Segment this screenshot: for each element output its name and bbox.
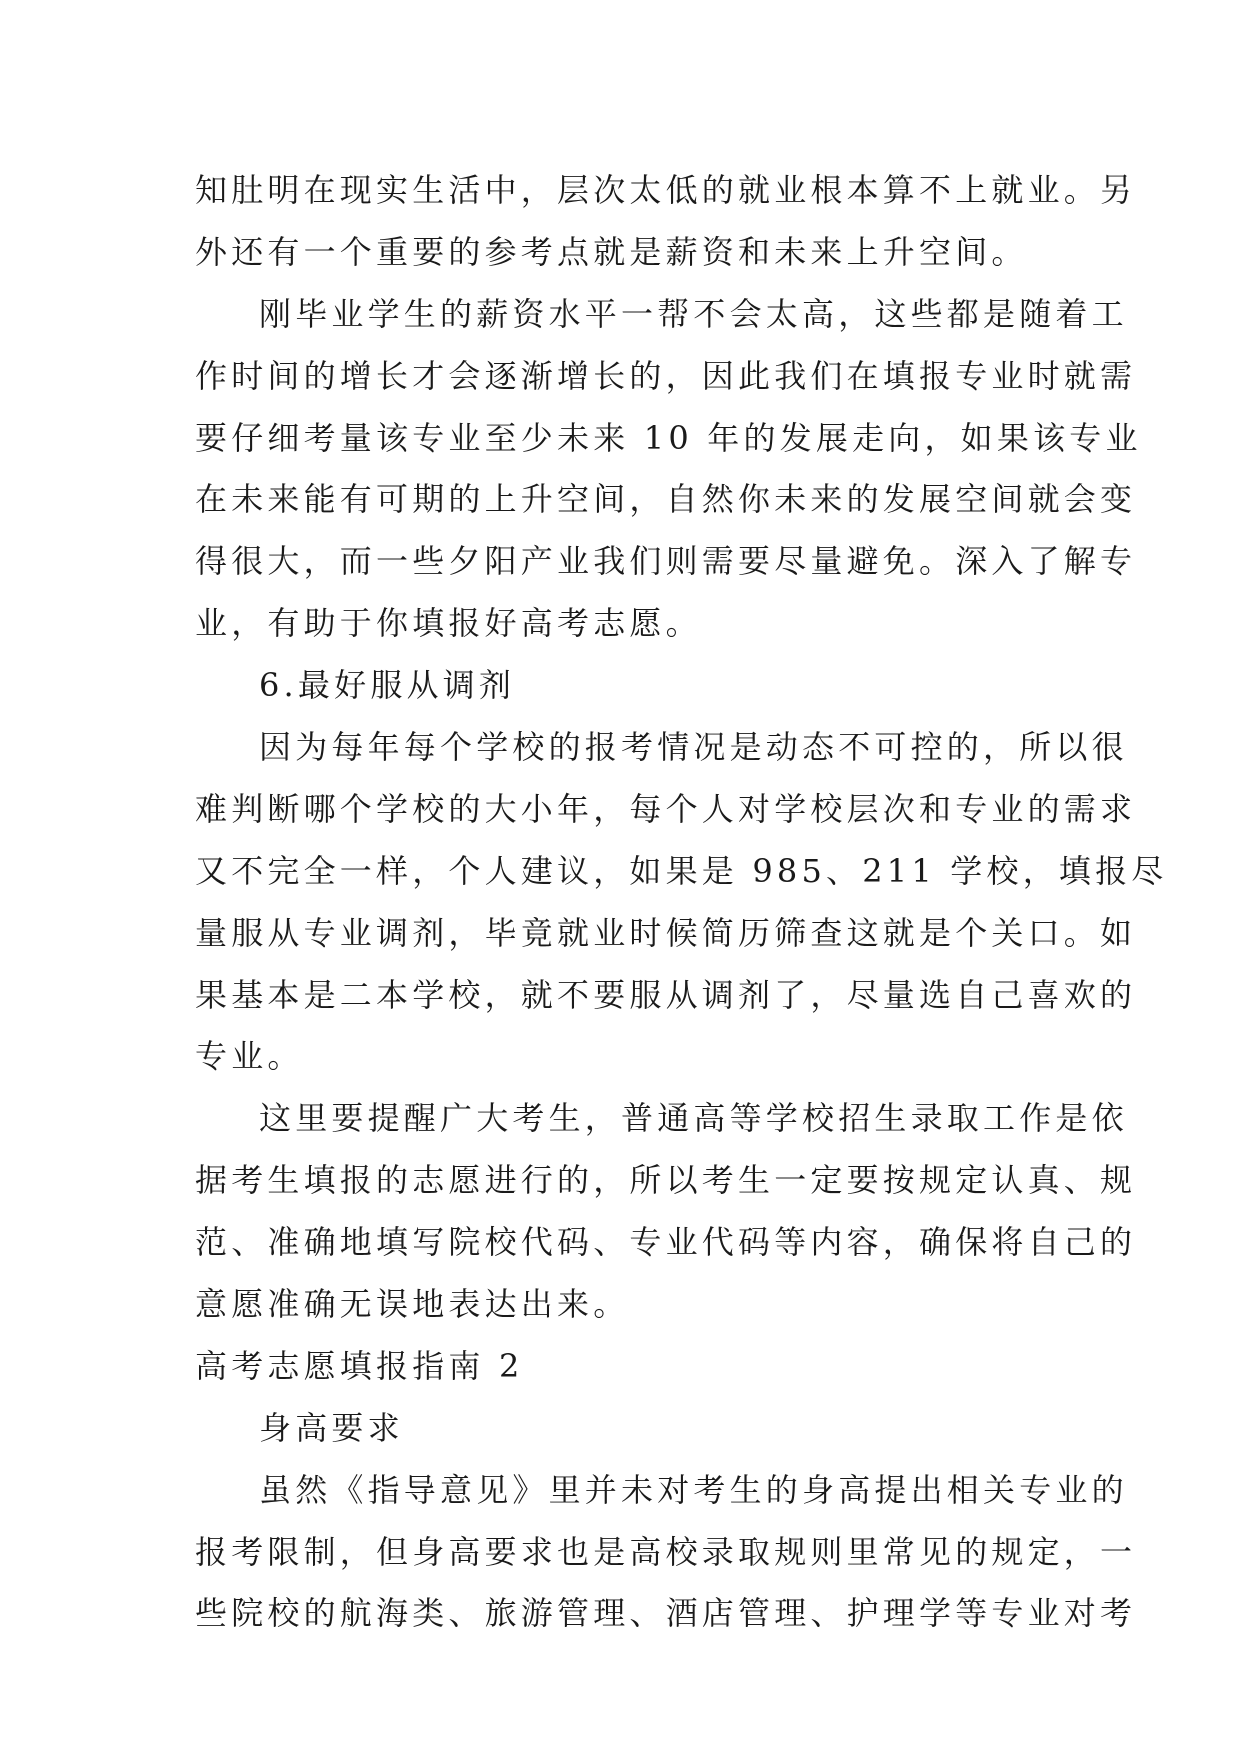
text-line: 虽然《指导意见》里并未对考生的身高提出相关专业的: [259, 1470, 1128, 1509]
text-line: 6.最好服从调剂: [259, 666, 516, 705]
text-line: 量服从专业调剂，毕竟就业时候简历筛查这就是个关口。如: [195, 913, 1137, 952]
text-line: 难判断哪个学校的大小年，每个人对学校层次和专业的需求: [195, 789, 1137, 828]
text-line: 又不完全一样，个人建议，如果是 985、211 学校，填报尽: [195, 851, 1168, 890]
text-line: 果基本是二本学校，就不要服从调剂了，尽量选自己喜欢的: [195, 975, 1137, 1014]
text-line: 身高要求: [259, 1408, 404, 1447]
text-line: 这里要提醒广大考生，普通高等学校招生录取工作是依: [259, 1099, 1128, 1138]
text-line: 专业。: [195, 1037, 304, 1076]
text-line: 据考生填报的志愿进行的，所以考生一定要按规定认真、规: [195, 1161, 1137, 1200]
text-line: 外还有一个重要的参考点就是薪资和未来上升空间。: [195, 232, 1028, 271]
text-line: 些院校的航海类、旅游管理、酒店管理、护理学等专业对考: [195, 1594, 1137, 1633]
text-line: 高考志愿填报指南 2: [195, 1346, 524, 1385]
text-line: 要仔细考量该专业至少未来 10 年的发展走向，如果该专业: [195, 418, 1142, 457]
text-line: 作时间的增长才会逐渐增长的，因此我们在填报专业时就需: [195, 356, 1137, 395]
document-body: [195, 160, 1168, 1645]
text-line: 范、准确地填写院校代码、专业代码等内容，确保将自己的: [195, 1223, 1137, 1262]
text-line: 因为每年每个学校的报考情况是动态不可控的，所以很: [259, 728, 1128, 767]
text-line: 意愿准确无误地表达出来。: [195, 1285, 630, 1324]
text-line: 报考限制，但身高要求也是高校录取规则里常见的规定，一: [195, 1532, 1137, 1571]
text-line: 业，有助于你填报好高考志愿。: [195, 604, 702, 643]
text-line: 刚毕业学生的薪资水平一帮不会太高，这些都是随着工: [259, 294, 1128, 333]
text-line: 得很大，而一些夕阳产业我们则需要尽量避免。深入了解专: [195, 542, 1137, 581]
text-line: 在未来能有可期的上升空间，自然你未来的发展空间就会变: [195, 480, 1137, 519]
text-line: 知肚明在现实生活中，层次太低的就业根本算不上就业。另: [195, 171, 1137, 209]
